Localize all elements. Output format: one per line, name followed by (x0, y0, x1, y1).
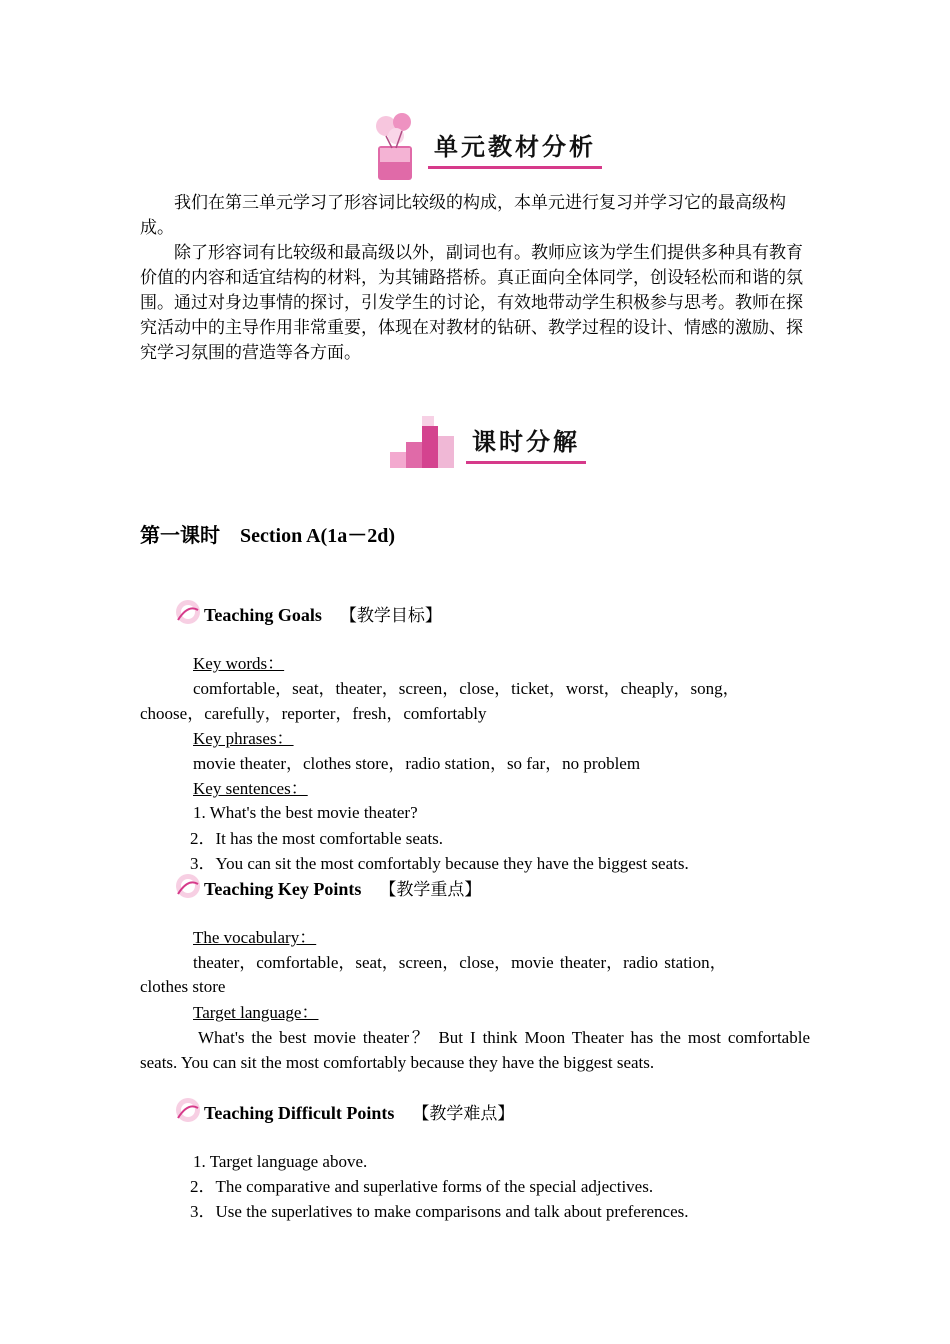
teaching-goals-title: Teaching Goals (204, 605, 322, 625)
teaching-key-points-heading (172, 872, 481, 900)
target-language-label: Target language： (193, 1003, 319, 1022)
teaching-difficult-points-cn: 【教学难点】 (412, 1104, 515, 1124)
flower-bullet-icon (172, 598, 204, 626)
teaching-key-points-title: Teaching Key Points (204, 879, 362, 899)
lesson-title: 第一课时 Section A(1a－2d) (140, 525, 395, 547)
intro-paragraph: 我们在第三单元学习了形容词比较级的构成，本单元进行复习并学习它的最高级构成。 (140, 193, 786, 238)
difficult-point-item: 2．The comparative and superlative forms of the special adjectives. (190, 1177, 654, 1196)
key-sentence: 2．It has the most comfortable seats. (190, 829, 444, 848)
key-sentence: 1. What's the best movie theater? (193, 803, 418, 822)
teaching-difficult-points-title: Teaching Difficult Points (204, 1103, 395, 1123)
key-sentences-label: Key sentences： (193, 779, 308, 798)
key-phrases-line: movie theater，clothes store，radio station，so far，no problem (193, 754, 641, 773)
teaching-goals-cn: 【教学目标】 (339, 606, 442, 626)
flower-bullet-icon (172, 872, 204, 900)
key-words-label: Key words： (193, 654, 285, 673)
intro-section (140, 191, 810, 366)
key-sentence: 3．You can sit the most comfortably because they have the biggest seats. (190, 854, 689, 873)
teaching-goals-heading (172, 598, 442, 626)
flower-bullet-icon (172, 1096, 204, 1124)
difficult-point-item: 1. Target language above. (193, 1152, 368, 1171)
banner-lesson-breakdown (386, 412, 586, 474)
target-language-text: What's the best movie theater？ But I think Moon Theater has the most comfortable seats. You can sit the most comfortably because they have the biggest seats. (140, 1028, 810, 1072)
banner-title: 单元教材分析 (428, 127, 602, 169)
intro-paragraph: 除了形容词有比较级和最高级以外，副词也有。教师应该为学生们提供多种具有教育价值的内容和适宜结构的材料，为其铺路搭桥。真正面向全体同学，创设轻松而和谐的氛围。通过对身边事情的探讨，引发学生的讨论，有效地带动学生积极参与思考。教师在探究活动中的主导作用非常重要，体现在对教材的钻研、教学过程的设计、情感的激励、探究学习氛围的营造等各方面。 (140, 243, 803, 363)
key-words-line: comfortable，seat，theater，screen，close，ticket，worst，cheaply，song， (193, 679, 740, 698)
vocabulary-label: The vocabulary： (193, 928, 317, 947)
balloon-gift-icon (372, 112, 428, 184)
key-words-line: choose，carefully，reporter，fresh，comfortably (140, 704, 487, 723)
teaching-difficult-points-heading (172, 1096, 514, 1124)
banner-title: 课时分解 (466, 422, 586, 464)
vocabulary-line: theater，comfortable，seat，screen，close，movie theater，radio station， (193, 953, 727, 972)
vocabulary-line: clothes store (140, 977, 226, 996)
banner-unit-analysis (372, 112, 602, 184)
difficult-point-item: 3．Use the superlatives to make comparisons and talk about preferences. (190, 1202, 689, 1221)
cube-stack-icon (386, 412, 466, 474)
teaching-key-points-cn: 【教学重点】 (379, 880, 482, 900)
key-phrases-label: Key phrases： (193, 729, 294, 748)
